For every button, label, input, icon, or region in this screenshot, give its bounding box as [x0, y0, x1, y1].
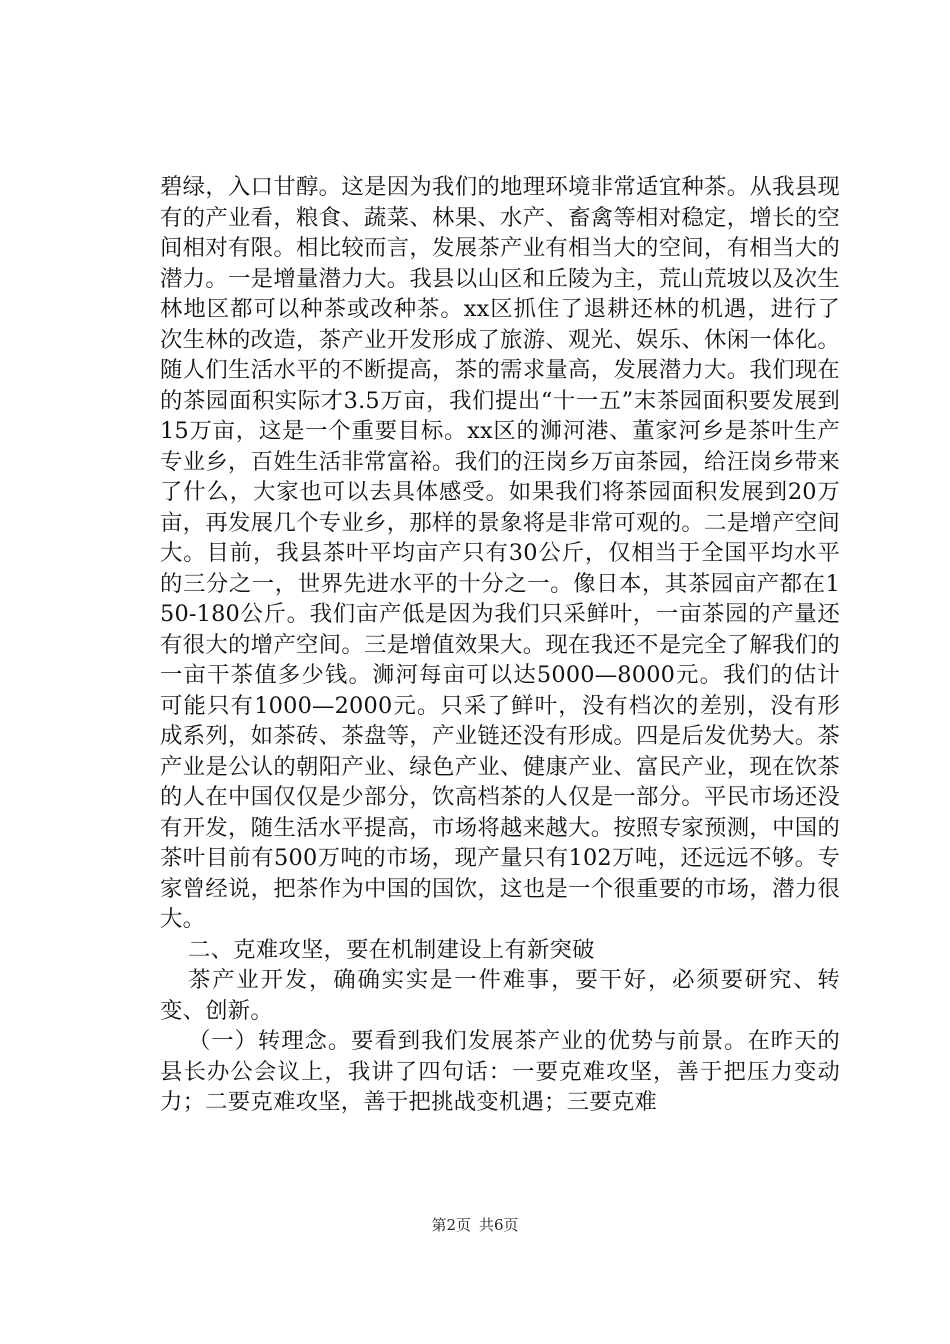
- section-heading-2: 二、克难攻坚，要在机制建设上有新突破: [188, 936, 595, 963]
- paragraph-tea-potential: 碧绿，入口甘醇。这是因为我们的地理环境非常适宜种茶。从我县现有的产业看，粮食、蔬菜、林果、水产、畜禽等相对稳定，增长的空间相对有限。相比较而言，发展茶产业有相当大的空间，有相当大的潜力。一是增量潜力大。我县以山区和丘陵为主，荒山荒坡以及次生林地区都可以种茶或改种茶。xx区抓住了退耕还林的机遇，进行了次生林的改造，茶产业开发形成了旅游、观光、娱乐、休闲一体化。随人们生活水平的不断提高，茶的需求量高，发展潜力大。我们现在的茶园面积实际才3.5万亩，我们提出“十一五”末茶园面积要发展到15万亩，这是一个重要目标。xx区的浉河港、董家河乡是茶叶生产专业乡，百姓生活非常富裕。我们的汪岗乡万亩茶园，给汪岗乡带来了什么，大家也可以去具体感受。如果我们将茶园面积发展到20万亩，再发展几个专业乡，那样的景象将是非常可观的。二是增产空间大。目前，我县茶叶平均亩产只有30公斤，仅相当于全国平均水平的三分之一，世界先进水平的十分之一。像日本，其茶园亩产都在150-180公斤。我们亩产低是因为我们只采鲜叶，一亩茶园的产量还有很大的增产空间。三是增值效果大。现在我还不是完全了解我们的一亩干茶值多少钱。浉河每亩可以达5000—8000元。我们的估计可能只有1000—2000元。只采了鲜叶，没有档次的差别，没有形成系列，如茶砖、茶盘等，产业链还没有形成。四是后发优势大。茶产业是公认的朝阳产业、绿色产业、健康产业、富民产业，现在饮茶的人在中国仅仅是少部分，饮高档茶的人仅是一部分。平民市场还没有开发，随生活水平提高，市场将越来越大。按照专家预测，中国的茶叶目前有500万吨的市场，现产量只有102万吨，还远远不够。专家曾经说，把茶作为中国的国饮，这也是一个很重要的市场，潜力很大。: [160, 174, 840, 932]
- page-footer: [0, 1215, 950, 1235]
- paragraph-change-concept: （一）转理念。要看到我们发展茶产业的优势与前景。在昨天的县长办公会议上，我讲了四句话：一要克难攻坚，善于把压力变动力；二要克难攻坚，善于把挑战变机遇；三要克难: [160, 1028, 840, 1115]
- page-number: 第2页: [431, 1216, 471, 1234]
- page-total: 共6页: [479, 1216, 519, 1234]
- paragraph-tea-difficulty: 茶产业开发，确确实实是一件难事，要干好，必须要研究、转变、创新。: [160, 967, 840, 1024]
- document-body: [160, 172, 840, 1118]
